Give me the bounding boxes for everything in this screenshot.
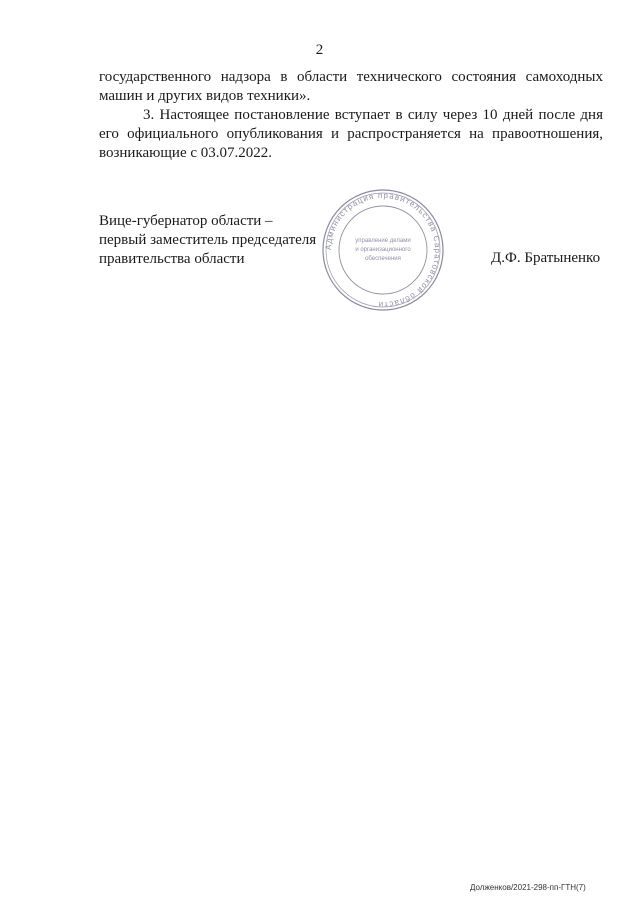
text-line: государственного надзора в области технического состояния самоходных — [99, 69, 603, 85]
signatory-title — [99, 212, 316, 269]
paragraph-continuation — [99, 68, 603, 106]
official-seal — [320, 188, 446, 312]
text-line: 3. Настоящее постановление вступает в силу через 10 дней после дня — [143, 107, 603, 123]
svg-text:и организационного: и организационного — [355, 247, 411, 253]
page-number: 2 — [315, 42, 324, 58]
seal-ring-text: Администрация правительства Саратовской области — [323, 190, 443, 310]
title-line: первый заместитель председателя — [99, 232, 317, 248]
svg-text:обеспечения: обеспечения — [365, 256, 401, 262]
signatory-name: Д.Ф. Братыненко — [491, 250, 601, 266]
text-line: возникающие с 03.07.2022. — [99, 145, 273, 161]
title-line: правительства области — [99, 251, 245, 267]
svg-text:управление делами: управление делами — [355, 238, 411, 244]
text-line: его официального опубликования и распространяется на правоотношения, — [99, 126, 603, 142]
title-line: Вице-губернатор области – — [99, 213, 273, 229]
seal-center-text — [355, 238, 411, 262]
paragraph-3 — [99, 106, 603, 163]
text-line: машин и других видов техники». — [99, 88, 311, 104]
footer-document-code: Долженков/2021-298-пп-ГТН(7) — [470, 883, 586, 892]
